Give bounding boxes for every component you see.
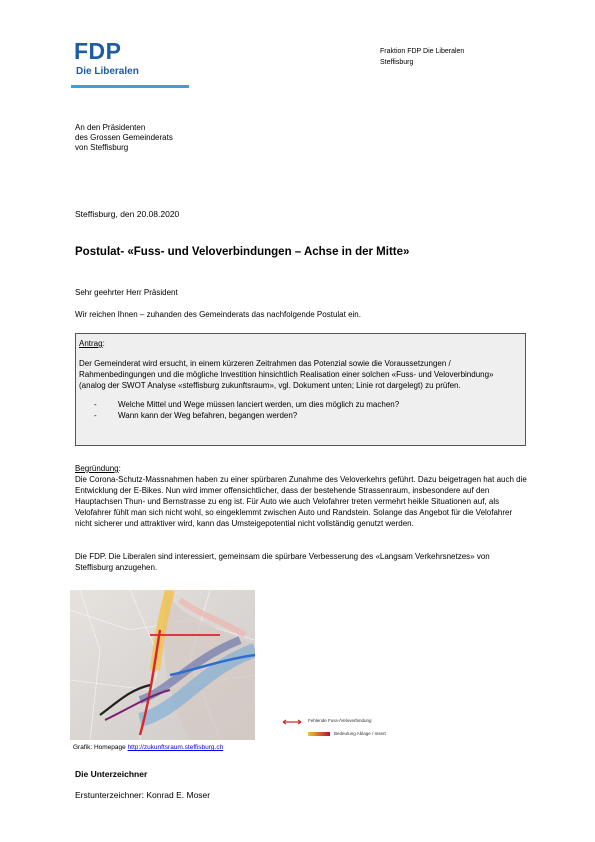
first-signatory: Erstunterzeichner: Konrad E. Moser xyxy=(75,790,211,800)
legend-label: Bedeutung Ablage / Insert xyxy=(334,731,386,736)
sender-block xyxy=(380,46,464,68)
salutation: Sehr geehrter Herr Präsident xyxy=(75,288,178,297)
route-map-image xyxy=(70,590,255,740)
recipient-address xyxy=(75,123,173,153)
signatories-heading: Die Unterzeichner xyxy=(75,769,148,779)
date-line: Steffisburg, den 20.08.2020 xyxy=(75,209,180,219)
antrag-bullet-list xyxy=(94,399,521,421)
begruendung-text: Die Corona-Schutz-Massnahmen haben zu einer spürbaren Zunahme des Veloverkehrs geführt. Dazu beigetragen hat auch die Entwicklung der E-Bikes. Nun wird immer offensichtlicher, dass der bestehende Strassenraum, insbesondere auf den Hauptachsen Thun- und Bernstrasse zu eng ist. Für Auto wie auch Velofahrer treten vermehrt heikle Situationen auf, als Velofahrer fühlt man sich nicht wohl, so eingeklemmt zwischen Auto und Randstein. Solange das Angebot für die Velofahrer nicht sicherer und attraktiver wird, kann das Umsteigepotential nicht vollständig genutzt werden. xyxy=(75,475,527,528)
intro-paragraph: Wir reichen Ihnen – zuhanden des Gemeinderats das nachfolgende Postulat ein. xyxy=(75,310,361,319)
recipient-line: An den Präsidenten xyxy=(75,123,146,132)
logo-underline xyxy=(71,85,189,88)
closing-paragraph: Die FDP. Die Liberalen sind interessiert, gemeinsam die spürbare Verbesserung des «Langsam Verkehrsnetzes» von Steffisburg anzugehen. xyxy=(75,552,490,572)
legend-gradient xyxy=(308,732,330,736)
sender-line: Fraktion FDP Die Liberalen xyxy=(380,48,465,55)
sender-line: Steffisburg xyxy=(380,59,414,66)
homepage-link[interactable]: http://zukunftsraum.steffisburg.ch xyxy=(127,744,224,751)
figure-caption: Grafik: Homepage http://zukunftsraum.steffisburg.ch xyxy=(73,744,224,751)
begruendung-label: Begründung xyxy=(75,464,119,473)
legend-label: Fehlende Fuss-/Veloverbindung xyxy=(308,718,372,723)
begruendung-section: Begründung: Die Corona-Schutz-Massnahmen haben zu einer spürbaren Zunahme des Veloverkehrs geführt. Dazu beigetragen hat auch die Entwicklung der E-Bikes. Nun wird immer offensichtlicher, dass der bestehende Strassenraum, insbesondere auf den Hauptachsen Thun- und Bernstrasse zu eng ist. Für Auto wie auch Velofahrer treten vermehrt heikle Situationen auf, als Velofahrer fühlt man sich nicht wohl, so eingeklemmt zwischen Auto und Randstein. Solange das Angebot für die Velofahrer nicht sicherer und attraktiver wird, kann das Umsteigepotential nicht vollständig genutzt werden. xyxy=(75,464,527,528)
fdp-logo: FDP xyxy=(74,38,122,64)
map-legend xyxy=(282,718,412,740)
antrag-label: Antrag xyxy=(79,339,103,348)
recipient-line: des Grossen Gemeinderats xyxy=(75,133,173,142)
antrag-text: Der Gemeinderat wird ersucht, in einem kürzeren Zeitrahmen das Potenzial sowie die Voraussetzungen / Rahmenbedingungen und die mögliche Investition hinsichtlich Realisation einer solchen «Fuss- und Veloverbindung» (analog der SWOT Analyse «steffisburg zukunftsraum», vgl. Dokument unten; Linie rot dargelegt) zu prüfen. xyxy=(79,359,494,390)
document-title: Postulat- «Fuss- und Veloverbindungen – Achse in der Mitte» xyxy=(75,246,410,258)
list-item: - Welche Mittel und Wege müssen lanciert werden, um dies möglich zu machen? xyxy=(94,400,400,409)
arrow-icon xyxy=(282,719,302,725)
antrag-box: Antrag: Der Gemeinderat wird ersucht, in einem kürzeren Zeitrahmen das Potenzial sowie die Voraussetzungen / Rahmenbedingungen und die mögliche Investition hinsichtlich Realisation einer solchen «Fuss- und Veloverbindung» (analog der SWOT Analyse «steffisburg zukunftsraum», vgl. Dokument unten; Linie rot dargelegt) zu prüfen. - Welche Mittel und Wege müssen lanciert werden, um dies möglich zu machen? - Wann kann der Weg befahren, begangen werden? xyxy=(75,333,526,446)
recipient-line: von Steffisburg xyxy=(75,143,129,152)
fdp-logo-subtitle: Die Liberalen xyxy=(76,66,139,77)
list-item: - Wann kann der Weg befahren, begangen werden? xyxy=(94,411,298,420)
